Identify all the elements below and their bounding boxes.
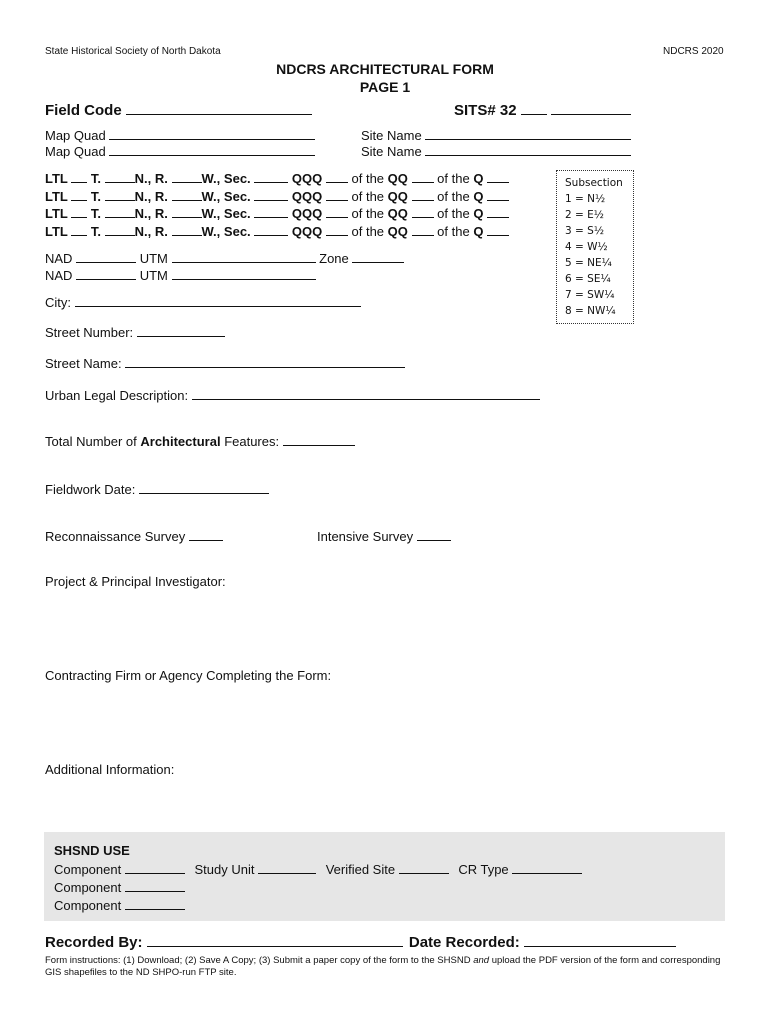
r-field[interactable]	[172, 223, 202, 236]
ltl-label: LTL	[45, 206, 68, 221]
study-unit-field[interactable]	[258, 861, 316, 874]
ltl-row-1	[45, 170, 509, 186]
r-field[interactable]	[172, 205, 202, 218]
recorded-by-row	[45, 934, 676, 951]
map-quad-label: Map Quad	[45, 144, 106, 159]
ltl-field[interactable]	[71, 188, 87, 201]
q-field[interactable]	[487, 188, 509, 201]
zone-label: Zone	[319, 251, 349, 266]
sec-label: Sec.	[223, 171, 251, 186]
street-name-label: Street Name:	[45, 356, 122, 371]
utm-label: UTM	[139, 251, 168, 266]
urban-legal-field[interactable]	[192, 387, 540, 400]
qqq-label: QQQ	[291, 171, 323, 186]
instructions-part-1: Form instructions: (1) Download; (2) Save A Copy; (3) Submit a paper copy of the form to the SHSND	[45, 955, 474, 966]
map-quad-field-1[interactable]	[109, 127, 315, 140]
fieldwork-date-row	[45, 481, 269, 497]
field-code-field[interactable]	[126, 102, 312, 115]
contracting-firm-label: Contracting Firm or Agency Completing the Form:	[45, 668, 332, 683]
of-the-label: of the	[437, 206, 470, 221]
subsection-title: Subsection	[565, 177, 623, 189]
nad-field-2[interactable]	[76, 267, 136, 280]
qqq-field[interactable]	[326, 188, 348, 201]
ltl-label: LTL	[45, 189, 68, 204]
w-label: W.	[201, 206, 217, 221]
q-label: Q	[473, 224, 484, 239]
intensive-survey-field[interactable]	[417, 528, 451, 541]
t-field[interactable]	[105, 223, 135, 236]
city-row	[45, 294, 361, 310]
r-field[interactable]	[172, 170, 202, 183]
nad-row-2	[45, 267, 316, 283]
fieldwork-date-label: Fieldwork Date:	[45, 482, 136, 497]
q-field[interactable]	[487, 205, 509, 218]
map-quad-label: Map Quad	[45, 128, 106, 143]
subsection-item: 4 = W½	[565, 241, 608, 253]
ltl-row-3	[45, 205, 509, 221]
comma: ,	[216, 189, 221, 204]
subsection-item: 2 = E½	[565, 209, 604, 221]
subsection-item: 1 = N½	[565, 193, 606, 205]
comma: ,	[147, 189, 152, 204]
of-the-label: of the	[351, 189, 385, 204]
qq-label: QQ	[387, 224, 408, 239]
of-the-label: of the	[437, 171, 470, 186]
of-the-label: of the	[351, 206, 385, 221]
comma: ,	[216, 171, 221, 186]
t-field[interactable]	[105, 170, 135, 183]
ltl-row-2	[45, 188, 509, 204]
field-code-label: Field Code	[45, 102, 122, 119]
n-label: N.	[134, 189, 148, 204]
ltl-field[interactable]	[71, 205, 87, 218]
nad-label: NAD	[45, 268, 73, 283]
date-recorded-field[interactable]	[524, 934, 676, 947]
sec-field[interactable]	[254, 223, 288, 236]
sits-field-1[interactable]	[521, 102, 547, 115]
w-label: W.	[201, 224, 217, 239]
street-name-field[interactable]	[125, 355, 405, 368]
component-field-1[interactable]	[125, 861, 185, 874]
cr-type-label: CR Type	[458, 862, 509, 877]
total-features-field[interactable]	[283, 433, 355, 446]
r-label: R.	[154, 189, 168, 204]
qq-label: QQ	[387, 189, 408, 204]
sec-field[interactable]	[254, 170, 288, 183]
comma: ,	[216, 224, 221, 239]
nad-field-1[interactable]	[76, 250, 136, 263]
of-the-label: of the	[437, 189, 470, 204]
instructions-and: and	[473, 955, 490, 966]
sec-label: Sec.	[223, 224, 251, 239]
n-label: N.	[134, 224, 148, 239]
page-label: PAGE 1	[359, 79, 411, 95]
qq-label: QQ	[387, 171, 408, 186]
of-the-label: of the	[351, 171, 385, 186]
r-label: R.	[154, 224, 168, 239]
ltl-row-4	[45, 223, 509, 239]
r-field[interactable]	[172, 188, 202, 201]
map-quad-row-2	[45, 143, 315, 159]
shsnd-row-3	[54, 897, 185, 913]
verified-site-label: Verified Site	[325, 862, 396, 877]
date-recorded-label: Date Recorded:	[408, 934, 520, 951]
site-name-label: Site Name	[361, 144, 422, 159]
field-code-row	[45, 102, 312, 119]
nad-row-1	[45, 250, 404, 266]
sits-row	[454, 102, 631, 119]
map-quad-field-2[interactable]	[109, 143, 315, 156]
t-label: T.	[90, 224, 101, 239]
site-name-field-2[interactable]	[425, 143, 631, 156]
project-investigator-label: Project & Principal Investigator:	[45, 574, 226, 589]
intensive-survey-label: Intensive Survey	[317, 529, 414, 544]
org-name: State Historical Society of North Dakota	[45, 46, 221, 57]
cr-type-field[interactable]	[512, 861, 582, 874]
comma: ,	[147, 171, 152, 186]
study-unit-label: Study Unit	[194, 862, 255, 877]
recon-survey-label: Reconnaissance Survey	[45, 529, 186, 544]
site-name-row-2	[361, 143, 631, 159]
recorded-by-field[interactable]	[147, 934, 403, 947]
t-label: T.	[90, 189, 101, 204]
component-label: Component	[54, 880, 122, 895]
qq-field[interactable]	[412, 223, 434, 236]
t-label: T.	[90, 206, 101, 221]
urban-legal-label: Urban Legal Description:	[45, 388, 189, 403]
city-field[interactable]	[75, 294, 361, 307]
shsnd-row-2	[54, 879, 185, 895]
w-label: W.	[201, 189, 217, 204]
form-code: NDCRS 2020	[663, 46, 724, 57]
fieldwork-date-field[interactable]	[139, 481, 269, 494]
utm-field-1[interactable]	[172, 250, 316, 263]
qqq-field[interactable]	[326, 170, 348, 183]
site-name-label: Site Name	[361, 128, 422, 143]
total-features-suffix: Features:	[220, 434, 280, 449]
subsection-item: 6 = SE¼	[565, 273, 611, 285]
map-quad-row-1	[45, 127, 315, 143]
qq-field[interactable]	[412, 188, 434, 201]
shsnd-row-1	[54, 861, 582, 877]
nad-label: NAD	[45, 251, 73, 266]
subsection-item: 7 = SW¼	[565, 289, 615, 301]
recon-survey-row	[45, 528, 223, 544]
component-label: Component	[54, 898, 122, 913]
utm-field-2[interactable]	[172, 267, 316, 280]
sec-label: Sec.	[223, 206, 251, 221]
component-field-2[interactable]	[125, 879, 185, 892]
comma: ,	[147, 224, 152, 239]
n-label: N.	[134, 171, 148, 186]
instructions-part-2: upload the PDF version of the form and corresponding GIS shapefiles to the ND SHPO-run FTP site.	[45, 955, 721, 978]
qq-label: QQ	[387, 206, 408, 221]
ltl-label: LTL	[45, 224, 68, 239]
street-number-field[interactable]	[137, 324, 225, 337]
qqq-label: QQQ	[291, 189, 323, 204]
sec-label: Sec.	[223, 189, 251, 204]
subsection-item: 3 = S½	[565, 225, 604, 237]
w-label: W.	[201, 171, 217, 186]
r-label: R.	[154, 206, 168, 221]
qqq-field[interactable]	[326, 205, 348, 218]
t-field[interactable]	[105, 205, 135, 218]
form-instructions	[45, 955, 725, 979]
n-label: N.	[134, 206, 148, 221]
of-the-label: of the	[351, 224, 385, 239]
additional-info-label: Additional Information:	[45, 762, 175, 777]
utm-label: UTM	[139, 268, 168, 283]
sits-field-2[interactable]	[551, 102, 631, 115]
total-features-label: Total Number of	[45, 434, 141, 449]
qq-field[interactable]	[412, 170, 434, 183]
comma: ,	[216, 206, 221, 221]
site-name-row-1	[361, 127, 631, 143]
recon-survey-field[interactable]	[189, 528, 223, 541]
subsection-item: 5 = NE¼	[565, 257, 612, 269]
city-label: City:	[45, 295, 71, 310]
sits-label: SITS# 32	[454, 102, 517, 119]
recorded-by-label: Recorded By:	[45, 934, 143, 951]
verified-site-field[interactable]	[399, 861, 449, 874]
site-name-field-1[interactable]	[425, 127, 631, 140]
ltl-label: LTL	[45, 171, 68, 186]
qqq-label: QQQ	[291, 224, 323, 239]
qqq-field[interactable]	[326, 223, 348, 236]
of-the-label: of the	[437, 224, 470, 239]
street-number-label: Street Number:	[45, 325, 134, 340]
t-label: T.	[90, 171, 101, 186]
shsnd-use-box	[44, 832, 725, 921]
t-field[interactable]	[105, 188, 135, 201]
q-field[interactable]	[487, 170, 509, 183]
component-label: Component	[54, 862, 122, 877]
sec-field[interactable]	[254, 205, 288, 218]
ltl-field[interactable]	[71, 170, 87, 183]
qqq-label: QQQ	[291, 206, 323, 221]
component-field-3[interactable]	[125, 897, 185, 910]
form-title: NDCRS ARCHITECTURAL FORM	[276, 61, 494, 77]
subsection-item: 8 = NW¼	[565, 305, 616, 317]
q-label: Q	[473, 189, 484, 204]
r-label: R.	[154, 171, 168, 186]
urban-legal-row	[45, 387, 540, 403]
total-features-row	[45, 433, 355, 449]
zone-field[interactable]	[352, 250, 404, 263]
total-features-bold: Architectural	[140, 434, 221, 449]
comma: ,	[147, 206, 152, 221]
street-number-row	[45, 324, 225, 340]
intensive-survey-row	[317, 528, 451, 544]
sec-field[interactable]	[254, 188, 288, 201]
street-name-row	[45, 355, 405, 371]
qq-field[interactable]	[412, 205, 434, 218]
subsection-legend	[556, 170, 634, 324]
q-label: Q	[473, 206, 484, 221]
ltl-field[interactable]	[71, 223, 87, 236]
shsnd-title: SHSND USE	[54, 843, 130, 858]
q-field[interactable]	[487, 223, 509, 236]
q-label: Q	[473, 171, 484, 186]
